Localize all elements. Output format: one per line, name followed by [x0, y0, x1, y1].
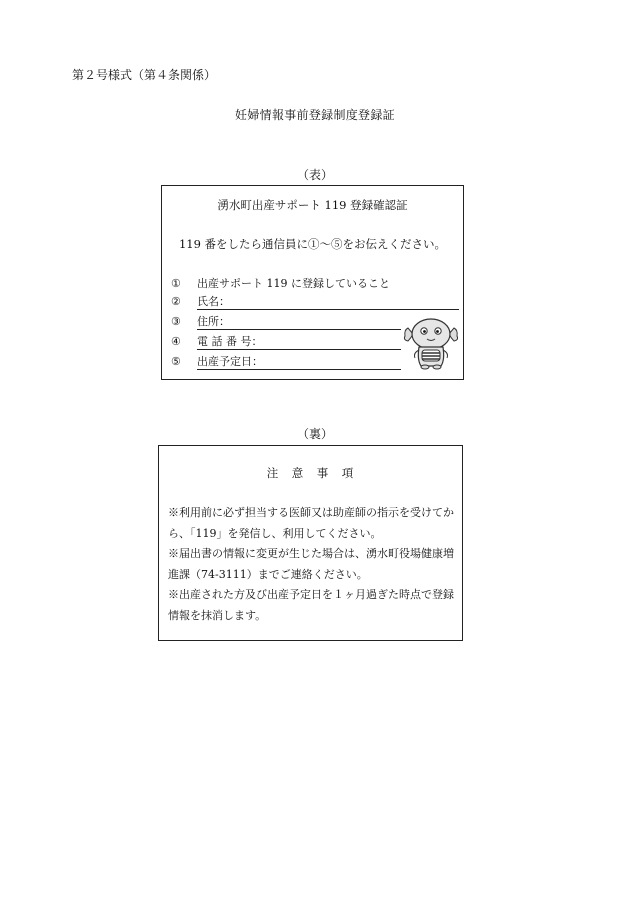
- card-item-due-date: [171, 354, 401, 370]
- item-number: ⑤: [171, 355, 181, 368]
- item-label: 氏名：: [197, 295, 230, 308]
- due-date-underline: [197, 369, 401, 370]
- document-title: 妊婦情報事前登録制度登録証: [235, 108, 395, 122]
- item-label: 出産予定日：: [197, 355, 263, 368]
- item-label: 出産サポート 119 に登録していること: [197, 277, 390, 290]
- registration-card-back: [158, 445, 463, 641]
- card-item-phone: [171, 334, 401, 350]
- note-item: ※利用前に必ず担当する医師又は助産師の指示を受けてから、「119」を発信し、利用してください。: [168, 506, 454, 540]
- card-item-name: [171, 294, 456, 310]
- item-number: ③: [171, 315, 181, 328]
- card-title: 湧水町出産サポート 119 登録確認証: [217, 198, 408, 212]
- mascot-icon: [402, 316, 460, 372]
- item-label: 住所：: [197, 315, 230, 328]
- name-underline: [197, 309, 459, 310]
- card-instruction: 119 番をしたら通信員に①～⑤をお伝えください。: [178, 237, 447, 251]
- note-item: ※届出書の情報に変更が生じた場合は、湧水町役場健康増進課（74-3111）までご連絡ください。: [168, 547, 454, 581]
- registration-card-front: [161, 185, 464, 380]
- card-item-address: [171, 314, 401, 330]
- item-number: ①: [171, 277, 181, 290]
- address-underline: [197, 329, 401, 330]
- card-item-registered: [171, 276, 390, 292]
- back-section-label: （裏）: [296, 427, 333, 441]
- note-item: ※出産された方及び出産予定日を１ヶ月過ぎた時点で登録情報を抹消します。: [168, 588, 454, 622]
- item-number: ④: [171, 335, 181, 348]
- item-number: ②: [171, 295, 181, 308]
- phone-underline: [197, 349, 401, 350]
- notes-title: 注 意 事 項: [266, 466, 355, 480]
- front-section-label: （表）: [296, 168, 333, 182]
- form-number: 第２号様式（第４条関係）: [72, 68, 217, 82]
- item-label: 電 話 番 号：: [197, 335, 263, 348]
